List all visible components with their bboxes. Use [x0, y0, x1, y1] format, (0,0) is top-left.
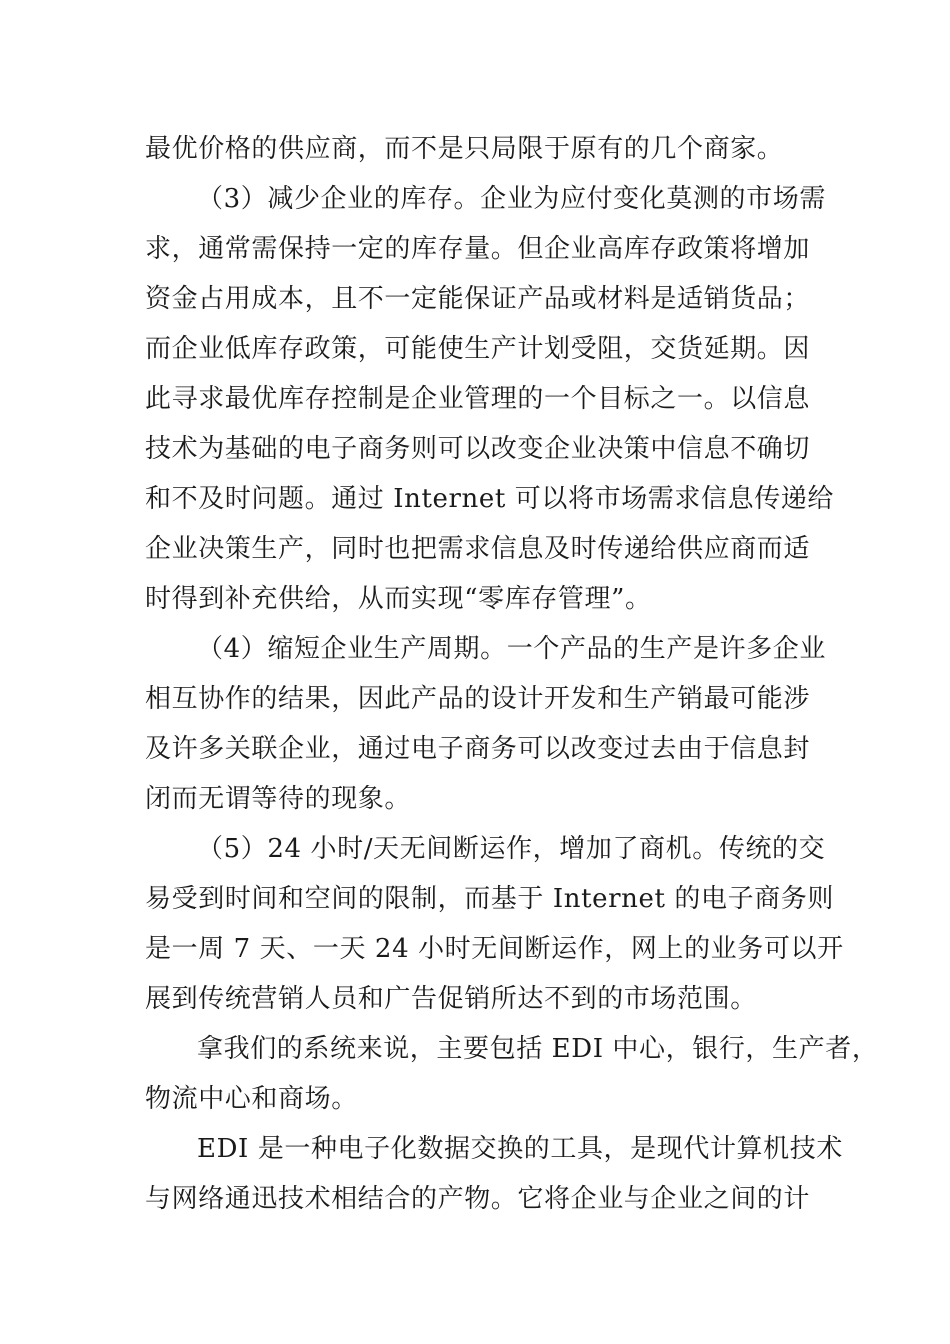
text-line: 此寻求最优库存控制是企业管理的一个目标之一。以信息	[145, 384, 811, 414]
text-line: 最优价格的供应商，而不是只局限于原有的几个商家。	[145, 134, 784, 164]
text-line: 拿我们的系统来说，主要包括 EDI 中心，银行，生产者，	[197, 1034, 879, 1064]
text-line: 企业决策生产，同时也把需求信息及时传递给供应商而适	[145, 534, 811, 564]
text-line: 是一周 7 天、一天 24 小时无间断运作，网上的业务可以开	[145, 934, 844, 964]
text-line: （3）减少企业的库存。企业为应付变化莫测的市场需	[197, 184, 826, 214]
text-line: （5）24 小时/天无间断运作，增加了商机。传统的交	[197, 834, 826, 864]
text-line: 时得到补充供给，从而实现“零库存管理”。	[145, 584, 652, 614]
body-text	[145, 124, 879, 1224]
text-line: 技术为基础的电子商务则可以改变企业决策中信息不确切	[145, 434, 811, 464]
text-line: 相互协作的结果，因此产品的设计开发和生产销最可能涉	[145, 684, 811, 714]
text-line: 物流中心和商场。	[145, 1084, 358, 1114]
text-line: 及许多关联企业，通过电子商务可以改变过去由于信息封	[145, 734, 811, 764]
text-line: （4）缩短企业生产周期。一个产品的生产是许多企业	[197, 634, 826, 664]
text-line: 展到传统营销人员和广告促销所达不到的市场范围。	[145, 984, 757, 1014]
text-line: 资金占用成本，且不一定能保证产品或材料是适销货品；	[145, 284, 811, 314]
text-line: 而企业低库存政策，可能使生产计划受阻，交货延期。因	[145, 334, 811, 364]
text-line: 易受到时间和空间的限制，而基于 Internet 的电子商务则	[145, 884, 834, 914]
text-line: 与网络通迅技术相结合的产物。它将企业与企业之间的计	[145, 1184, 811, 1214]
text-line: 闭而无谓等待的现象。	[145, 784, 412, 814]
text-line: 求，通常需保持一定的库存量。但企业高库存政策将增加	[145, 234, 811, 264]
text-line: EDI 是一种电子化数据交换的工具，是现代计算机技术	[197, 1134, 843, 1164]
text-line: 和不及时问题。通过 Internet 可以将市场需求信息传递给	[145, 484, 834, 514]
